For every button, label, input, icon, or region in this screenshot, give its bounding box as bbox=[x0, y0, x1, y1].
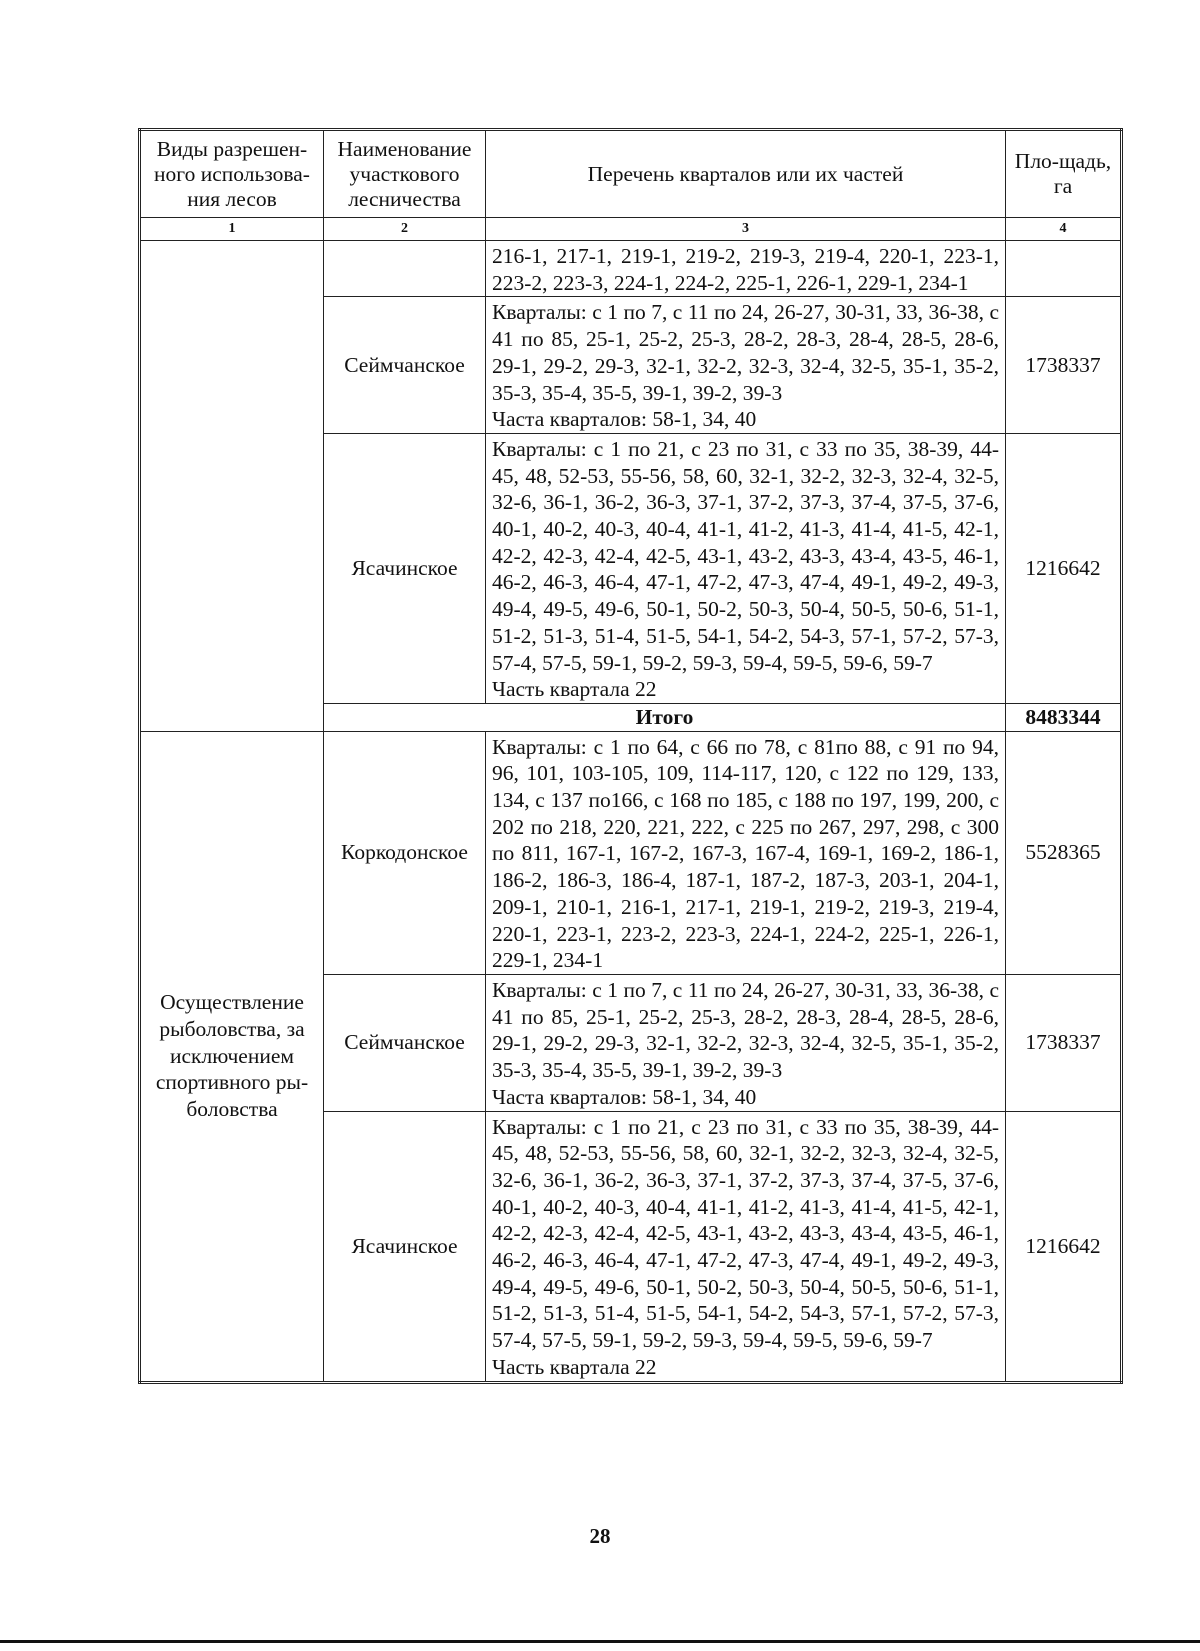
area-cell: 1216642 bbox=[1006, 433, 1122, 703]
area-cell: 1216642 bbox=[1006, 1111, 1122, 1382]
column-number: 2 bbox=[324, 218, 486, 241]
forestry-cell: Ясачинское bbox=[324, 433, 486, 703]
forestry-cell: Коркодонское bbox=[324, 731, 486, 974]
quarters-cell bbox=[486, 974, 1006, 1111]
column-number: 3 bbox=[486, 218, 1006, 241]
area-cell: 5528365 bbox=[1006, 731, 1122, 974]
table-row bbox=[140, 241, 1122, 297]
table-row bbox=[140, 731, 1122, 974]
header-forestry: Наименование участкового лесничества bbox=[324, 130, 486, 218]
quarters-cell: 216-1, 217-1, 219-1, 219-2, 219-3, 219-4, 220-1, 223-1, 223-2, 223-3, 224-1, 224-2, 225-1, 226-1, 229-1, 234-1 bbox=[486, 241, 1006, 297]
column-number: 1 bbox=[140, 218, 324, 241]
quarters-cell bbox=[486, 1111, 1006, 1382]
quarters-cell: Кварталы: с 1 по 64, с 66 по 78, с 81по 88, с 91 по 94, 96, 101, 103-105, 109, 114-117, 120, с 122 по 129, 133, 134, с 137 по166, с 168 по 185, с 188 по 197, 199, 200, с 202 по 218, 220, 221, 222, с 225 по 267, 297, 298, с 300 по 811, 167-1, 167-2, 167-3, 167-4, 169-1, 169-2, 186-1, 186-2, 186-3, 186-4, 187-1, 187-2, 187-3, 203-1, 204-1, 209-1, 210-1, 216-1, 217-1, 219-1, 219-2, 219-3, 219-4, 220-1, 223-1, 223-2, 223-3, 224-1, 224-2, 225-1, 226-1, 229-1, 234-1 bbox=[486, 731, 1006, 974]
forestry-cell-continued bbox=[324, 241, 486, 297]
header-use-type: Виды разрешен-ного использова-ния лесов bbox=[140, 130, 324, 218]
column-number-row bbox=[140, 218, 1122, 241]
use-type-cell-continued bbox=[140, 241, 324, 732]
quarters-list: Кварталы: с 1 по 7, с 11 по 24, 26-27, 30-31, 33, 36-38, с 41 по 85, 25-1, 25-2, 25-3, 28-2, 28-3, 28-4, 28-5, 28-6, 29-1, 29-2, 29-3, 32-1, 32-2, 32-3, 32-4, 32-5, 35-1, 35-2, 35-3, 35-4, 35-5, 39-1, 39-2, 39-3 bbox=[492, 977, 999, 1083]
total-value: 8483344 bbox=[1006, 703, 1122, 731]
forest-use-table bbox=[138, 128, 1123, 1384]
quarters-cell bbox=[486, 297, 1006, 434]
forestry-cell: Сеймчанское bbox=[324, 297, 486, 434]
column-number: 4 bbox=[1006, 218, 1122, 241]
quarters-note: Часть квартала 22 bbox=[492, 677, 657, 702]
header-row bbox=[140, 130, 1122, 218]
area-cell: 1738337 bbox=[1006, 974, 1122, 1111]
quarters-note: Часта кварталов: 58-1, 34, 40 bbox=[492, 407, 757, 432]
quarters-cell bbox=[486, 433, 1006, 703]
page-number: 28 bbox=[589, 1524, 611, 1548]
bottom-rule bbox=[0, 1640, 1200, 1643]
quarters-list: Кварталы: с 1 по 21, с 23 по 31, с 33 по 35, 38-39, 44-45, 48, 52-53, 55-56, 58, 60, 32-1, 32-2, 32-3, 32-4, 32-5, 32-6, 36-1, 36-2, 36-3, 37-1, 37-2, 37-3, 37-4, 37-5, 37-6, 40-1, 40-2, 40-3, 40-4, 41-1, 41-2, 41-3, 41-4, 41-5, 42-1, 42-2, 42-3, 42-4, 42-5, 43-1, 43-2, 43-3, 43-4, 43-5, 46-1, 46-2, 46-3, 46-4, 47-1, 47-2, 47-3, 47-4, 49-1, 49-2, 49-3, 49-4, 49-5, 49-6, 50-1, 50-2, 50-3, 50-4, 50-5, 50-6, 51-1, 51-2, 51-3, 51-4, 51-5, 54-1, 54-2, 54-3, 57-1, 57-2, 57-3, 57-4, 57-5, 59-1, 59-2, 59-3, 59-4, 59-5, 59-6, 59-7 bbox=[492, 436, 999, 675]
quarters-note: Часть квартала 22 bbox=[492, 1354, 657, 1379]
forestry-cell: Ясачинское bbox=[324, 1111, 486, 1382]
header-area: Пло-щадь, га bbox=[1006, 130, 1122, 218]
use-type-cell: Осуществление рыболовства, за исключением спортивного ры-боловства bbox=[140, 731, 324, 1382]
area-cell: 1738337 bbox=[1006, 297, 1122, 434]
quarters-list: Кварталы: с 1 по 7, с 11 по 24, 26-27, 30-31, 33, 36-38, с 41 по 85, 25-1, 25-2, 25-3, 28-2, 28-3, 28-4, 28-5, 28-6, 29-1, 29-2, 29-3, 32-1, 32-2, 32-3, 32-4, 32-5, 35-1, 35-2, 35-3, 35-4, 35-5, 39-1, 39-2, 39-3 bbox=[492, 300, 999, 405]
header-quarters: Перечень кварталов или их частей bbox=[486, 130, 1006, 218]
area-cell-continued bbox=[1006, 241, 1122, 297]
quarters-list: Кварталы: с 1 по 21, с 23 по 31, с 33 по 35, 38-39, 44-45, 48, 52-53, 55-56, 58, 60, 32-1, 32-2, 32-3, 32-4, 32-5, 32-6, 36-1, 36-2, 36-3, 37-1, 37-2, 37-3, 37-4, 37-5, 37-6, 40-1, 40-2, 40-3, 40-4, 41-1, 41-2, 41-3, 41-4, 41-5, 42-1, 42-2, 42-3, 42-4, 42-5, 43-1, 43-2, 43-3, 43-4, 43-5, 46-1, 46-2, 46-3, 46-4, 47-1, 47-2, 47-3, 47-4, 49-1, 49-2, 49-3, 49-4, 49-5, 49-6, 50-1, 50-2, 50-3, 50-4, 50-5, 50-6, 51-1, 51-2, 51-3, 51-4, 51-5, 54-1, 54-2, 54-3, 57-1, 57-2, 57-3, 57-4, 57-5, 59-1, 59-2, 59-3, 59-4, 59-5, 59-6, 59-7 bbox=[492, 1114, 999, 1353]
quarters-note: Часта кварталов: 58-1, 34, 40 bbox=[492, 1084, 757, 1109]
forestry-cell: Сеймчанское bbox=[324, 974, 486, 1111]
total-label: Итого bbox=[324, 703, 1006, 731]
